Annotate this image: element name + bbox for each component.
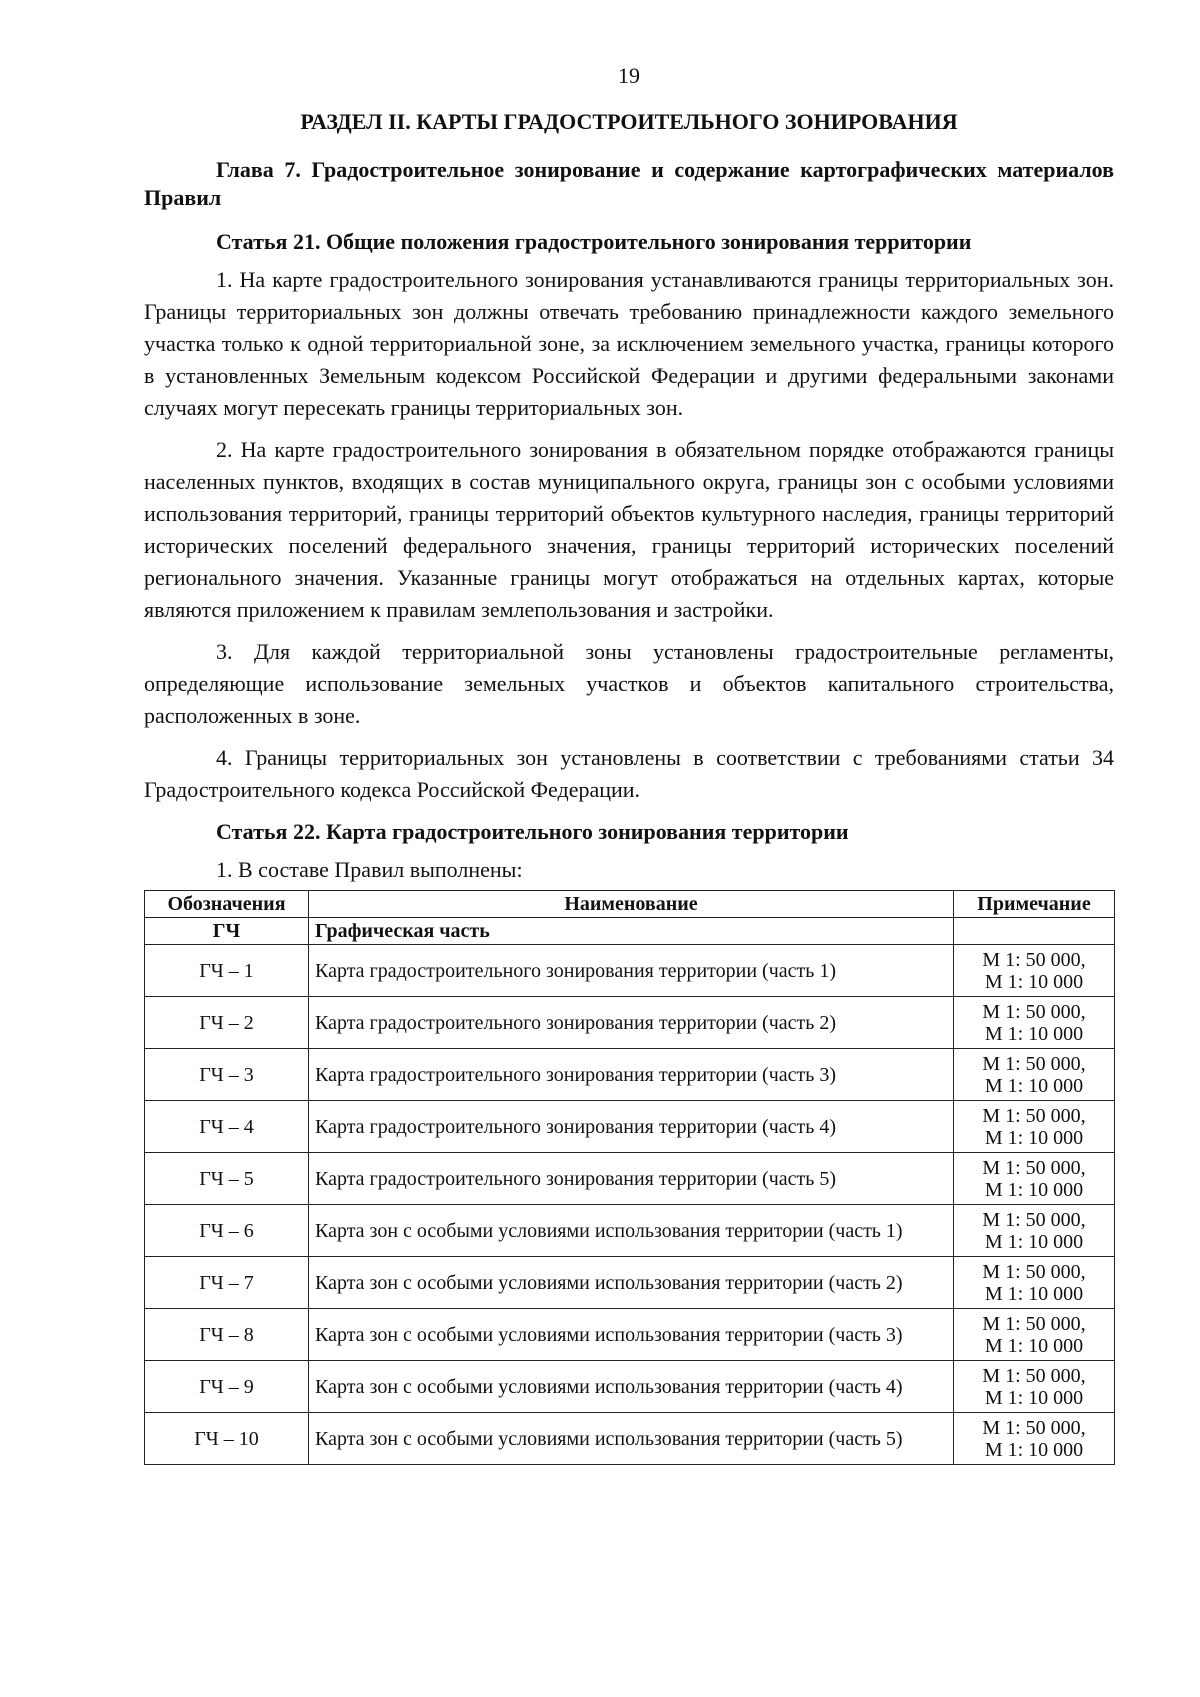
article-21-title: Статья 21. Общие положения градостроительного зонирования территории xyxy=(216,229,972,254)
article-21-paragraph-3: 3. Для каждой территориальной зоны установлены градостроительные регламенты, определяющие использование земельных участков и объектов капитального строительства, расположенных в зоне. xyxy=(144,639,1114,728)
row-name: Карта зон с особыми условиями использования территории (часть 1) xyxy=(309,1205,954,1257)
page-number: 19 xyxy=(618,63,640,88)
row-code: ГЧ – 8 xyxy=(145,1309,309,1361)
row-note-line-1: М 1: 50 000, xyxy=(982,948,1086,971)
row-name: Карта градостроительного зонирования территории (часть 3) xyxy=(309,1049,954,1101)
row-name: Карта градостроительного зонирования территории (часть 5) xyxy=(309,1153,954,1205)
row-note-line-2: М 1: 10 000 xyxy=(984,1126,1084,1149)
row-note xyxy=(954,1361,1115,1413)
row-note-line-1: М 1: 50 000, xyxy=(982,1156,1086,1179)
row-code: ГЧ – 3 xyxy=(145,1049,309,1101)
table-row xyxy=(145,945,1115,997)
table-row xyxy=(145,1257,1115,1309)
section-title: РАЗДЕЛ II. КАРТЫ ГРАДОСТРОИТЕЛЬНОГО ЗОНИРОВАНИЯ xyxy=(300,109,958,134)
table-section-row xyxy=(145,918,1115,945)
header-note: Примечание xyxy=(954,891,1115,918)
row-note-line-2: М 1: 10 000 xyxy=(984,970,1084,993)
row-note-line-1: М 1: 50 000, xyxy=(982,1208,1086,1231)
row-note-line-2: М 1: 10 000 xyxy=(984,1230,1084,1253)
row-note xyxy=(954,1257,1115,1309)
header-name: Наименование xyxy=(309,891,954,918)
row-note-line-2: М 1: 10 000 xyxy=(984,1022,1084,1045)
row-note xyxy=(954,1101,1115,1153)
table-row xyxy=(145,1101,1115,1153)
row-code: ГЧ – 10 xyxy=(145,1413,309,1465)
article-21-paragraph-4: 4. Границы территориальных зон установлены в соответствии с требованиями статьи 34 Градостроительного кодекса Российской Федерации. xyxy=(144,745,1114,802)
row-note-line-1: М 1: 50 000, xyxy=(982,1260,1086,1283)
table-header-row xyxy=(145,891,1115,918)
row-name: Карта градостроительного зонирования территории (часть 4) xyxy=(309,1101,954,1153)
table-row xyxy=(145,1049,1115,1101)
row-name: Карта зон с особыми условиями использования территории (часть 2) xyxy=(309,1257,954,1309)
row-name: Карта зон с особыми условиями использования территории (часть 5) xyxy=(309,1413,954,1465)
row-code: ГЧ – 5 xyxy=(145,1153,309,1205)
row-note-line-2: М 1: 10 000 xyxy=(984,1386,1084,1409)
table-row xyxy=(145,1413,1115,1465)
article-22-intro: 1. В составе Правил выполнены: xyxy=(216,857,523,882)
row-note-line-1: М 1: 50 000, xyxy=(982,1364,1086,1387)
row-note-line-1: М 1: 50 000, xyxy=(982,1052,1086,1075)
row-name: Карта зон с особыми условиями использования территории (часть 3) xyxy=(309,1309,954,1361)
row-code: ГЧ – 6 xyxy=(145,1205,309,1257)
row-note-line-2: М 1: 10 000 xyxy=(984,1438,1084,1461)
row-note-line-2: М 1: 10 000 xyxy=(984,1282,1084,1305)
table-row xyxy=(145,1309,1115,1361)
table-row xyxy=(145,997,1115,1049)
section-note xyxy=(954,918,1115,945)
row-note xyxy=(954,1413,1115,1465)
row-note-line-1: М 1: 50 000, xyxy=(982,1000,1086,1023)
row-name: Карта градостроительного зонирования территории (часть 1) xyxy=(309,945,954,997)
table-row xyxy=(145,1361,1115,1413)
section-code: ГЧ xyxy=(145,918,309,945)
header-designation: Обозначения xyxy=(145,891,309,918)
documents-table xyxy=(144,890,1115,1465)
row-note-line-1: М 1: 50 000, xyxy=(982,1312,1086,1335)
row-code: ГЧ – 9 xyxy=(145,1361,309,1413)
row-code: ГЧ – 1 xyxy=(145,945,309,997)
row-note-line-2: М 1: 10 000 xyxy=(984,1178,1084,1201)
row-note xyxy=(954,1049,1115,1101)
row-note xyxy=(954,945,1115,997)
section-name: Графическая часть xyxy=(309,918,954,945)
row-note xyxy=(954,997,1115,1049)
row-name: Карта градостроительного зонирования территории (часть 2) xyxy=(309,997,954,1049)
row-code: ГЧ – 2 xyxy=(145,997,309,1049)
table-row xyxy=(145,1205,1115,1257)
row-name: Карта зон с особыми условиями использования территории (часть 4) xyxy=(309,1361,954,1413)
row-code: ГЧ – 4 xyxy=(145,1101,309,1153)
row-note xyxy=(954,1205,1115,1257)
page-content xyxy=(144,60,1114,1465)
table-row xyxy=(145,1153,1115,1205)
row-note-line-2: М 1: 10 000 xyxy=(984,1334,1084,1357)
row-note-line-1: М 1: 50 000, xyxy=(982,1416,1086,1439)
row-code: ГЧ – 7 xyxy=(145,1257,309,1309)
row-note-line-2: М 1: 10 000 xyxy=(984,1074,1084,1097)
row-note-line-1: М 1: 50 000, xyxy=(982,1104,1086,1127)
article-22-title: Статья 22. Карта градостроительного зонирования территории xyxy=(216,819,849,844)
chapter-title: Глава 7. Градостроительное зонирование и содержание картографических материалов Правил xyxy=(144,157,1114,210)
article-21-paragraph-2: 2. На карте градостроительного зонирования в обязательном порядке отображаются границы населенных пунктов, входящих в состав муниципального округа, границы зон с особыми условиями использования территорий, границы территорий объектов культурного наследия, границы территорий исторических поселений федерального значения, границы территорий исторических поселений регионального значения. Указанные границы могут отображаться на отдельных картах, которые являются приложением к правилам землепользования и застройки. xyxy=(144,437,1114,622)
row-note xyxy=(954,1309,1115,1361)
row-note xyxy=(954,1153,1115,1205)
article-21-paragraph-1: 1. На карте градостроительного зонирования устанавливаются границы территориальных зон. Границы территориальных зон должны отвечать требованию принадлежности каждого земельного участка только к одной территориальной зоне, за исключением земельного участка, границы которого в установленных Земельным кодексом Российской Федерации и другими федеральными законами случаях могут пересекать границы территориальных зон. xyxy=(144,267,1114,420)
